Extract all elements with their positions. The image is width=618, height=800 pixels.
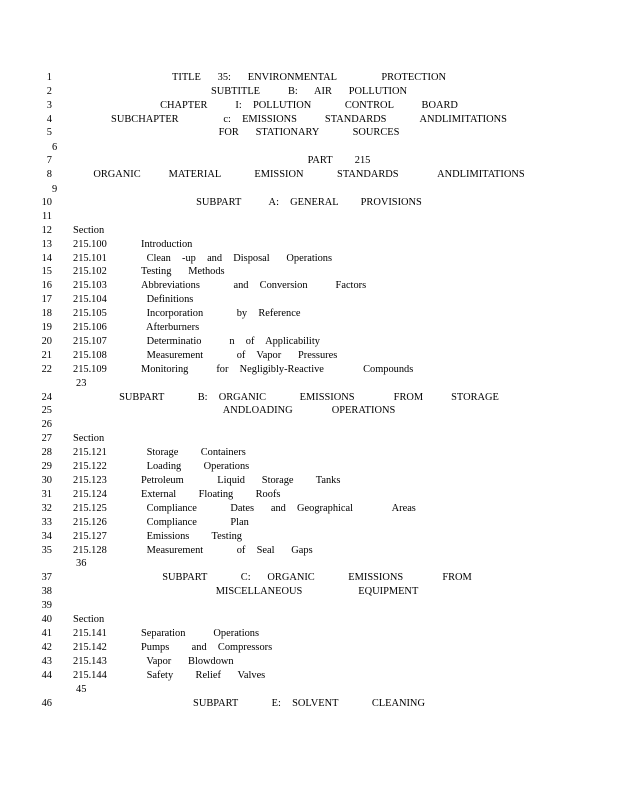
line-5 — [0, 127, 618, 141]
section-column-header: Section — [73, 225, 105, 236]
section-title: Compliance Plan — [141, 517, 249, 528]
line-number: 42 — [41, 642, 52, 653]
section-number: 215.143 — [73, 656, 107, 667]
line-number: 1 — [46, 72, 52, 83]
section-title: Storage Containers — [141, 447, 246, 458]
line-number: 9 — [52, 184, 58, 195]
line-number: 23 — [76, 378, 87, 389]
toc-row — [0, 253, 618, 267]
section-title: Compliance Dates and Geographical Areas — [141, 503, 416, 514]
section-title: Abbreviations and Conversion Factors — [141, 280, 367, 291]
line-number: 3 — [46, 100, 52, 111]
subpart-b-heading-cont: ANDLOADING OPERATIONS — [222, 405, 396, 416]
section-number: 215.141 — [73, 628, 107, 639]
line-number: 22 — [41, 364, 52, 375]
line-number: 46 — [41, 698, 52, 709]
part-title: ORGANIC MATERIAL EMISSION STANDARDS ANDLIMITATIONS — [93, 169, 525, 180]
line-number: 24 — [41, 392, 52, 403]
line-number: 14 — [41, 253, 52, 264]
chapter-heading: CHAPTER I: POLLUTION CONTROL BOARD — [160, 100, 458, 111]
toc-row — [0, 670, 618, 684]
section-number: 215.121 — [73, 447, 107, 458]
line-7 — [0, 155, 618, 169]
section-number: 215.103 — [73, 280, 107, 291]
section-title: Vapor Blowdown — [141, 656, 234, 667]
toc-row — [0, 322, 618, 336]
section-title: Measurement of Vapor Pressures — [141, 350, 338, 361]
line-number: 19 — [41, 322, 52, 333]
section-number: 215.144 — [73, 670, 107, 681]
section-number: 215.109 — [73, 364, 107, 375]
line-38 — [0, 586, 618, 600]
section-title: Incorporation by Reference — [141, 308, 301, 319]
subpart-c-heading-cont: MISCELLANEOUS EQUIPMENT — [215, 586, 419, 597]
line-number: 41 — [41, 628, 52, 639]
line-40 — [0, 614, 618, 628]
line-2 — [0, 86, 618, 100]
section-number: 215.125 — [73, 503, 107, 514]
line-number: 29 — [41, 461, 52, 472]
line-number: 28 — [41, 447, 52, 458]
section-title: Clean -up and Disposal Operations — [141, 253, 333, 264]
line-number: 34 — [41, 531, 52, 542]
toc-row — [0, 461, 618, 475]
line-number: 33 — [41, 517, 52, 528]
line-number: 11 — [41, 211, 52, 222]
line-25 — [0, 405, 618, 419]
toc-row — [0, 239, 618, 253]
section-title: Introduction — [141, 239, 193, 250]
line-number: 27 — [41, 433, 52, 444]
section-title: Safety Relief Valves — [141, 670, 266, 681]
section-number: 215.105 — [73, 308, 107, 319]
line-23 — [0, 378, 618, 392]
toc-row — [0, 531, 618, 545]
line-27 — [0, 433, 618, 447]
line-number: 36 — [76, 558, 87, 569]
line-number: 25 — [41, 405, 52, 416]
line-9 — [0, 184, 618, 198]
line-number: 12 — [41, 225, 52, 236]
line-number: 20 — [41, 336, 52, 347]
toc-row — [0, 656, 618, 670]
section-number: 215.122 — [73, 461, 107, 472]
line-45 — [0, 684, 618, 698]
line-number: 44 — [41, 670, 52, 681]
line-36 — [0, 558, 618, 572]
toc-row — [0, 364, 618, 378]
line-number: 15 — [41, 266, 52, 277]
section-title: External Floating Roofs — [141, 489, 281, 500]
line-number: 2 — [46, 86, 52, 97]
line-number: 37 — [41, 572, 52, 583]
section-column-header: Section — [73, 433, 105, 444]
line-39 — [0, 600, 618, 614]
section-number: 215.123 — [73, 475, 107, 486]
line-number: 16 — [41, 280, 52, 291]
subchapter-heading: SUBCHAPTER c: EMISSIONS STANDARDS ANDLIMITATIONS — [111, 114, 507, 125]
section-title: Determinatio n of Applicability — [141, 336, 320, 347]
section-number: 215.104 — [73, 294, 107, 305]
toc-row — [0, 308, 618, 322]
toc-row — [0, 489, 618, 503]
section-title: Pumps and Compressors — [141, 642, 273, 653]
section-title: Monitoring for Negligibly-Reactive Compounds — [141, 364, 414, 375]
toc-row — [0, 447, 618, 461]
line-number: 43 — [41, 656, 52, 667]
section-column-header: Section — [73, 614, 105, 625]
line-37 — [0, 572, 618, 586]
toc-row — [0, 475, 618, 489]
section-number: 215.128 — [73, 545, 107, 556]
line-number: 13 — [41, 239, 52, 250]
line-number: 18 — [41, 308, 52, 319]
section-title: Testing Methods — [141, 266, 225, 277]
line-number: 7 — [46, 155, 52, 166]
section-number: 215.100 — [73, 239, 107, 250]
toc-row — [0, 503, 618, 517]
line-4 — [0, 114, 618, 128]
section-number: 215.124 — [73, 489, 107, 500]
toc-row — [0, 545, 618, 559]
toc-row — [0, 350, 618, 364]
section-number: 215.142 — [73, 642, 107, 653]
section-number: 215.127 — [73, 531, 107, 542]
subtitle-heading: SUBTITLE B: AIR POLLUTION — [210, 86, 408, 97]
line-number: 40 — [41, 614, 52, 625]
line-24 — [0, 392, 618, 406]
section-number: 215.101 — [73, 253, 107, 264]
line-number: 45 — [76, 684, 87, 695]
subpart-a-heading: SUBPART A: GENERAL PROVISIONS — [196, 197, 422, 208]
line-number: 17 — [41, 294, 52, 305]
toc-row — [0, 517, 618, 531]
toc-row — [0, 294, 618, 308]
toc-row — [0, 642, 618, 656]
subpart-e-heading: SUBPART E: SOLVENT CLEANING — [193, 698, 425, 709]
line-26 — [0, 419, 618, 433]
line-number: 4 — [46, 114, 52, 125]
section-title: Loading Operations — [141, 461, 250, 472]
line-number: 35 — [41, 545, 52, 556]
toc-row — [0, 280, 618, 294]
line-8 — [0, 169, 618, 183]
subpart-b-heading: SUBPART B: ORGANIC EMISSIONS FROM STORAGE — [119, 392, 499, 403]
toc-row — [0, 266, 618, 280]
line-number: 8 — [46, 169, 52, 180]
line-number: 26 — [41, 419, 52, 430]
line-number: 30 — [41, 475, 52, 486]
line-number: 6 — [52, 142, 58, 153]
section-title: Petroleum Liquid Storage Tanks — [141, 475, 341, 486]
line-number: 32 — [41, 503, 52, 514]
line-number: 39 — [41, 600, 52, 611]
section-number: 215.107 — [73, 336, 107, 347]
line-number: 5 — [46, 127, 52, 138]
line-1 — [0, 72, 618, 86]
section-title: Separation Operations — [141, 628, 260, 639]
section-number: 215.106 — [73, 322, 107, 333]
section-number: 215.102 — [73, 266, 107, 277]
section-number: 215.108 — [73, 350, 107, 361]
section-number: 215.126 — [73, 517, 107, 528]
line-46 — [0, 698, 618, 712]
line-3 — [0, 100, 618, 114]
line-12 — [0, 225, 618, 239]
subpart-c-heading: SUBPART C: ORGANIC EMISSIONS FROM — [162, 572, 472, 583]
section-title: Definitions — [141, 294, 194, 305]
toc-row — [0, 628, 618, 642]
line-6 — [0, 142, 618, 156]
title-heading: TITLE 35: ENVIRONMENTAL PROTECTION — [172, 72, 446, 83]
section-title: Measurement of Seal Gaps — [141, 545, 313, 556]
section-title: Emissions Testing — [141, 531, 242, 542]
line-number: 38 — [41, 586, 52, 597]
line-11 — [0, 211, 618, 225]
line-number: 21 — [41, 350, 52, 361]
part-heading: PART 215 — [307, 155, 371, 166]
line-number: 10 — [41, 197, 52, 208]
line-10 — [0, 197, 618, 211]
subchapter-heading-cont: FOR STATIONARY SOURCES — [218, 127, 400, 138]
line-number: 31 — [41, 489, 52, 500]
toc-row — [0, 336, 618, 350]
section-title: Afterburners — [141, 322, 200, 333]
